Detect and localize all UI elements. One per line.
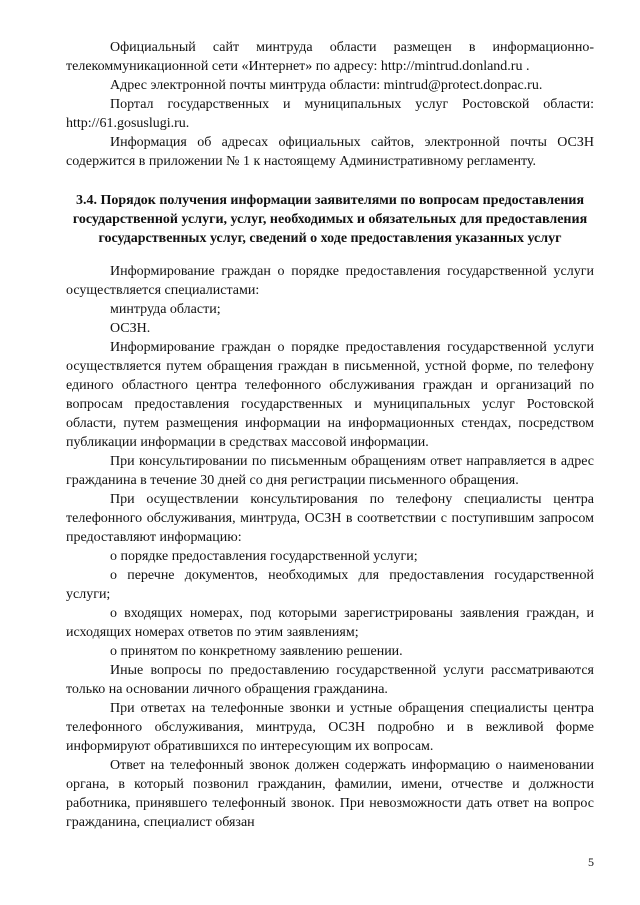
paragraph: о входящих номерах, под которыми зарегистрированы заявления граждан, и исходящих номерах ответов по этим заявлениям; <box>66 606 594 640</box>
paragraph: При осуществлении консультирования по телефону специалисты центра телефонного обслуживания, минтруда, ОСЗН в соответствии с поступившим запросом предоставляют информацию: <box>66 492 594 545</box>
paragraph: минтруда области; <box>110 302 221 317</box>
paragraph-appendix-reference: Информация об адресах официальных сайтов, электронной почты ОСЗН содержится в приложении № 1 к настоящему Административному регламенту. <box>66 135 594 169</box>
paragraph-portal: Портал государственных и муниципальных услуг Ростовской области: http://61.gosuslugi.ru. <box>66 97 594 131</box>
section-heading: 3.4. Порядок получения информации заявителями по вопросам предоставления государственной услуги, услуг, необходимых и обязательных для предоставления государственных услуг, сведений о ходе предоставления указанных услуг <box>72 193 588 246</box>
paragraph-official-site: Официальный сайт минтруда области размещен в информационно-телекоммуникационной сети «Интернет» по адресу: http://mintrud.donland.ru . <box>66 40 594 74</box>
paragraph: Ответ на телефонный звонок должен содержать информацию о наименовании органа, в который позвонил гражданин, фамилии, имени, отчестве и должности работника, принявшего телефонный звонок. При невозможности дать ответ на вопрос гражданина, специалист обязан <box>66 758 594 830</box>
paragraph-email: Адрес электронной почты минтруда области: mintrud@protect.donpac.ru. <box>110 78 543 93</box>
paragraph: о перечне документов, необходимых для предоставления государственной услуги; <box>66 568 594 602</box>
section-body <box>66 262 594 832</box>
intro-block <box>66 38 594 171</box>
paragraph: Иные вопросы по предоставлению государственной услуги рассматриваются только на основании личного обращения гражданина. <box>66 663 594 697</box>
paragraph: Информирование граждан о порядке предоставления государственной услуги осуществляется специалистами: <box>66 264 594 298</box>
paragraph: При консультировании по письменным обращениям ответ направляется в адрес гражданина в течение 30 дней со дня регистрации письменного обращения. <box>66 454 594 488</box>
paragraph: При ответах на телефонные звонки и устные обращения специалисты центра телефонного обслуживания, минтруда, ОСЗН подробно и в вежливой форме информируют обратившихся по интересующим их вопросам. <box>66 701 594 754</box>
paragraph: о порядке предоставления государственной услуги; <box>110 549 418 564</box>
page-number: 5 <box>588 855 594 869</box>
paragraph: ОСЗН. <box>110 321 151 336</box>
paragraph: Информирование граждан о порядке предоставления государственной услуги осуществляется путем обращения граждан в письменной, устной форме, по телефону единого областного центра телефонного обслуживания граждан и организаций по вопросам предоставления государственных и муниципальных услуг Ростовской области, путем размещения информации на информационных стендах, посредством публикации информации в средствах массовой информации. <box>66 340 594 450</box>
paragraph: о принятом по конкретному заявлению решении. <box>110 644 403 659</box>
